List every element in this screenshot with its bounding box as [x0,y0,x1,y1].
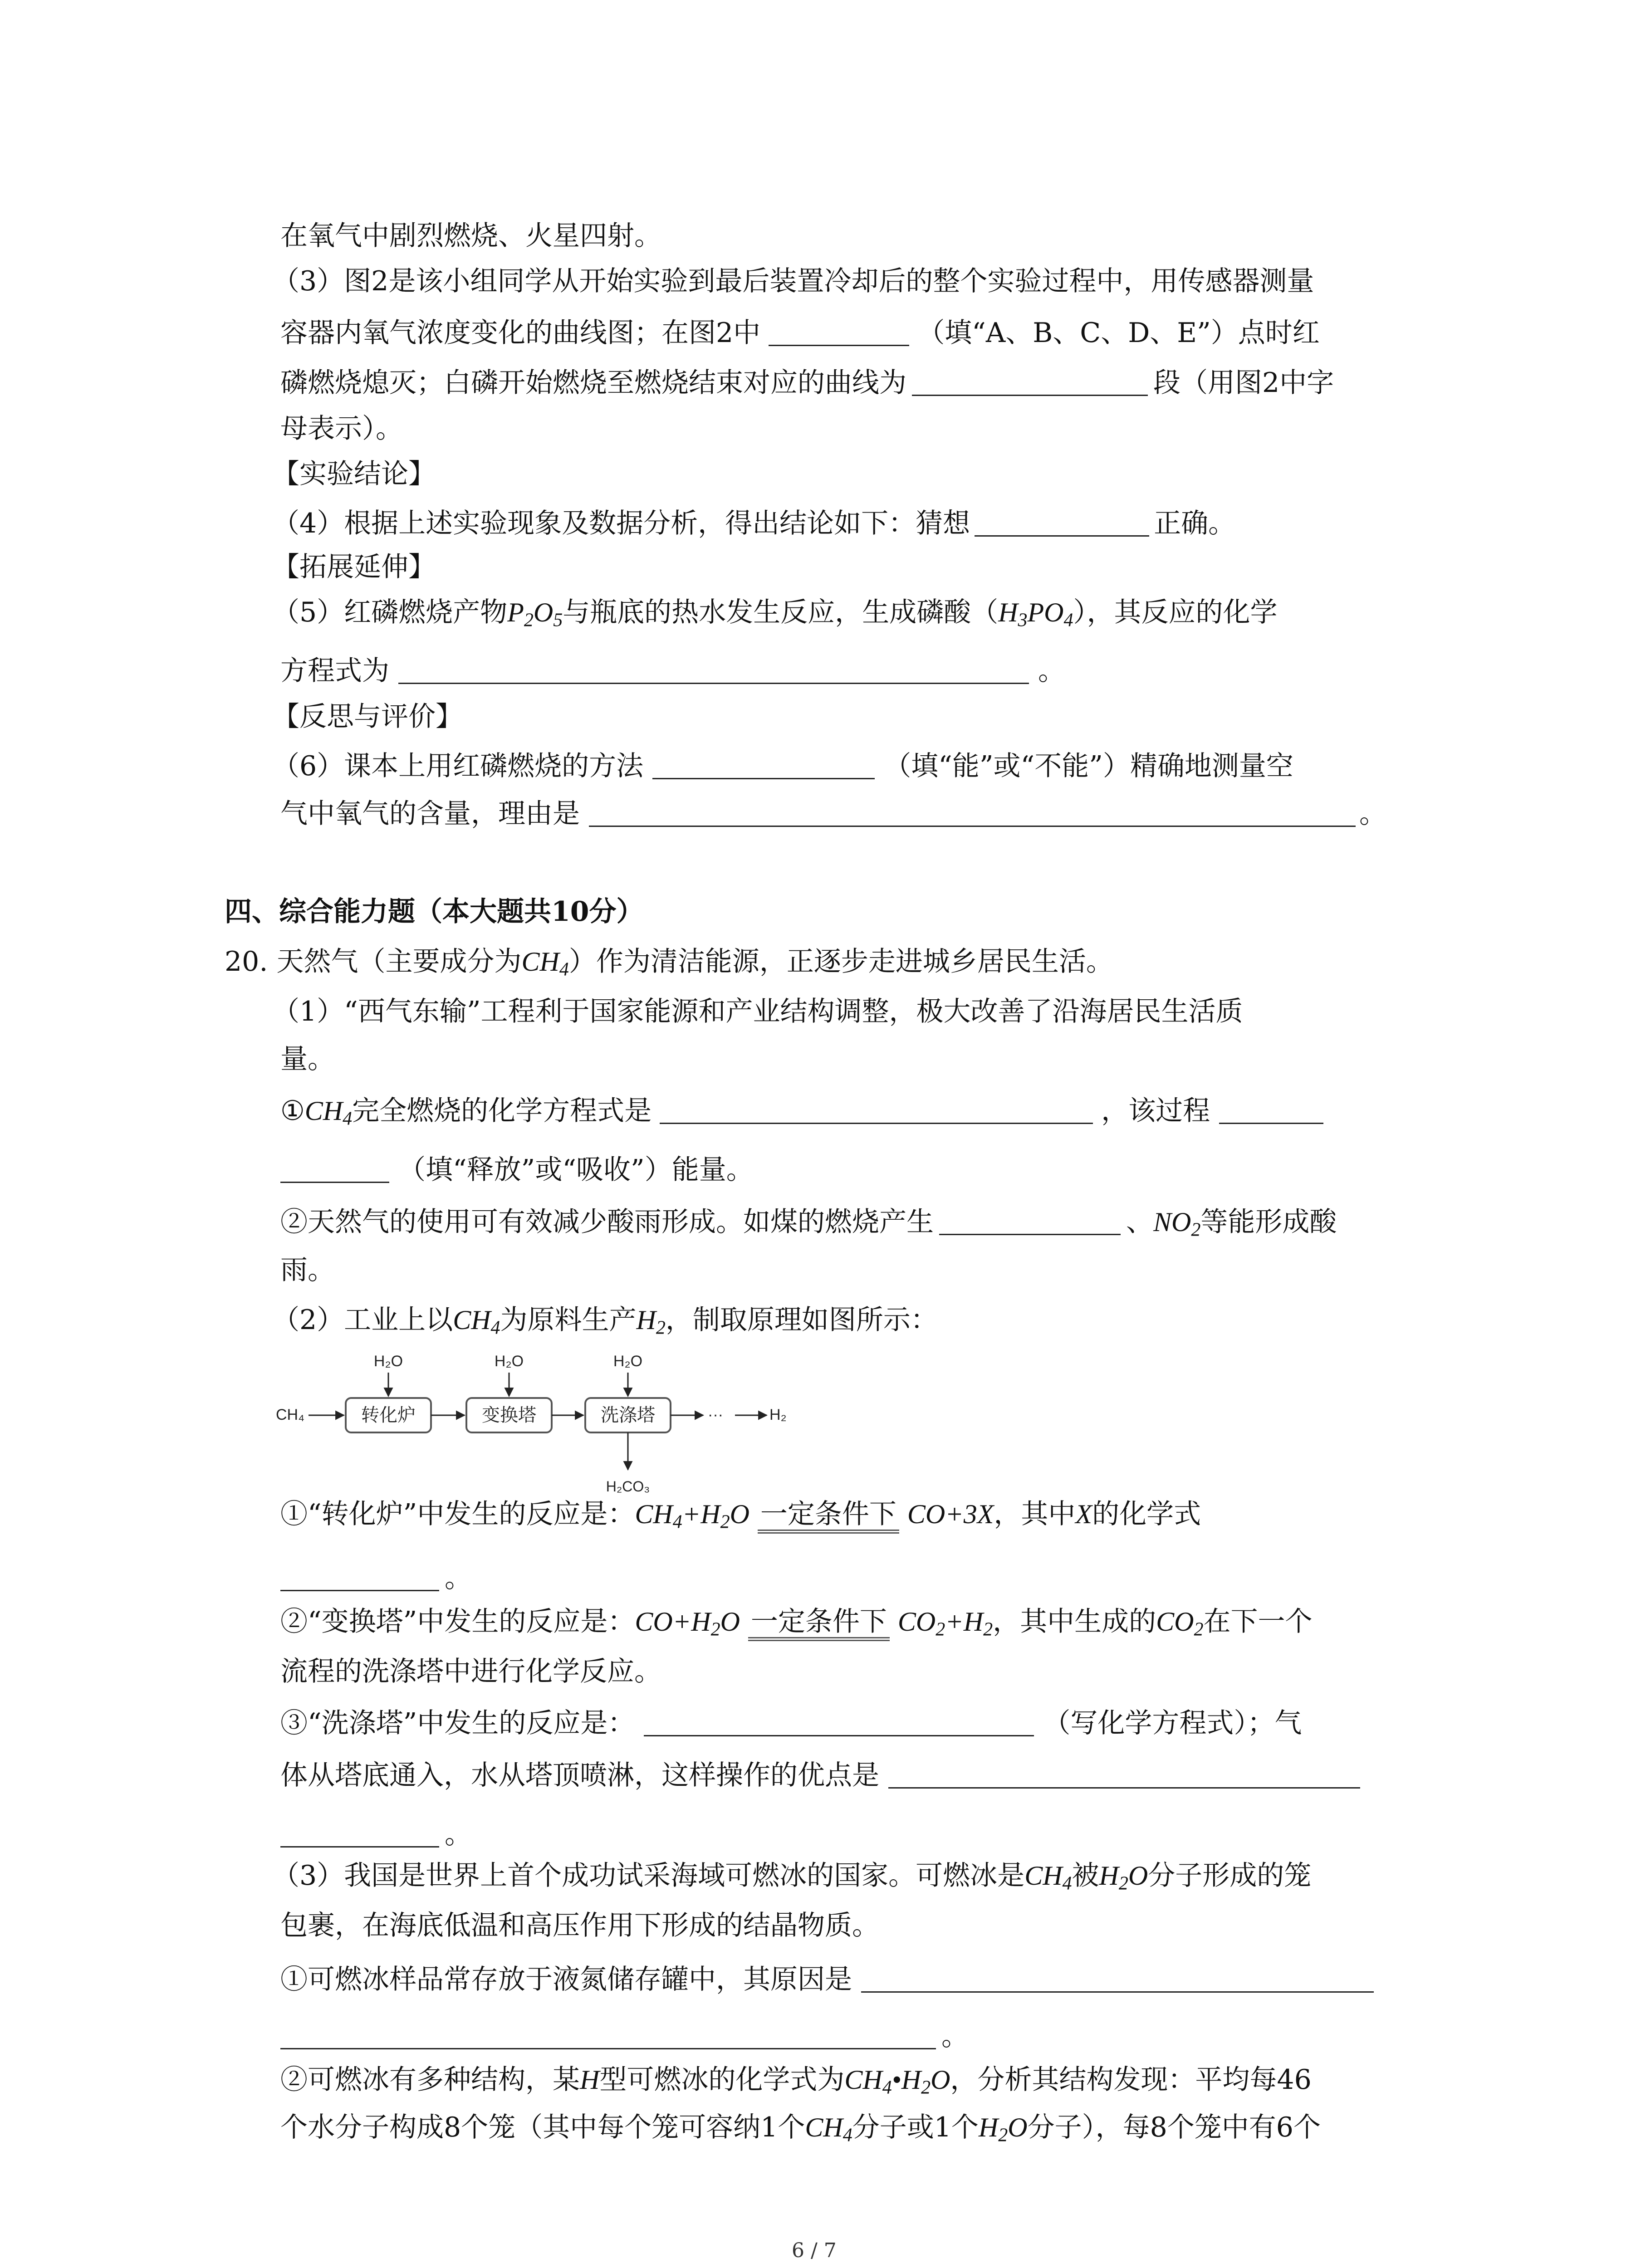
q20-line-12: 流程的洗涤塔中进行化学反应。 [280,1656,661,1687]
reaction-condition: 一定条件下 [748,1608,890,1641]
reactor-scrubber-label: 洗涤塔 [601,1405,655,1425]
flow-ellipsis: ··· [708,1406,723,1423]
section-heading: 四、综合能力题（本大题共10分） [225,896,644,928]
formula-h3po4: $H_3PO_4$ [998,597,1073,631]
reactor-converter-label: 转化炉 [361,1405,416,1425]
answer-blank-advantage-2[interactable] [280,1819,439,1848]
q20-line-2: （1）“西气东输”工程利于国家能源和产业结构调整，极大改善了沿海居民生活质 [272,996,1243,1027]
answer-blank-x-formula[interactable] [280,1563,439,1591]
q19-text: （5）红磷燃烧产物 [272,596,508,628]
formula-ch4: $CH_4$ [304,1096,353,1129]
reaction-condition: 一定条件下 [758,1501,899,1534]
q20-text: 分子或1个 [852,2112,979,2143]
q20-text: ①“转化炉”中发生的反应是： [280,1498,635,1530]
q20-text: 的化学式 [1092,1498,1201,1530]
q20-text: 体从塔底通入，水从塔顶喷淋，这样操作的优点是 [280,1760,879,1791]
answer-blank-segment[interactable] [912,367,1148,396]
reaction-shift: $CO+H_2O$ [635,1607,740,1640]
q20-text: ③“洗涤塔”中发生的反应是： [280,1707,635,1739]
q19-line-13 [280,798,1386,830]
formula-h2o: $H_2O$ [978,2112,1028,2146]
q19-text: （4）根据上述实验现象及数据分析，得出结论如下：猜想 [272,508,970,539]
formula-ch4: $CH_4$ [453,1305,500,1339]
q20-text: 分子），每8个笼中有6个 [1027,2112,1321,2143]
variable-x: X [1075,1499,1092,1529]
q19-text: 与瓶底的热水发生反应，生成磷酸（ [563,596,999,628]
q20-text: ②“变换塔”中发生的反应是： [280,1606,635,1637]
q19-text: 段（用图2中字 [1153,367,1334,399]
q20-text: ，该过程 [1101,1095,1210,1127]
formula-p2o5: $P_2O_5$ [507,597,563,631]
reactor-shift-label: 变换塔 [482,1405,536,1425]
q20-text: 分子形成的笼 [1148,1860,1312,1892]
answer-blank-combustion-equation[interactable] [660,1095,1093,1124]
q19-text: ），其反应的化学 [1073,596,1278,628]
q20-text: ① [280,1095,305,1127]
water-feed-1-label: H₂O [373,1353,403,1370]
q20-text: 等能形成酸 [1200,1206,1337,1238]
q19-text: 容器内氧气浓度变化的曲线图；在图2中 [280,317,761,349]
q20-text: ，其中生成的 [993,1606,1156,1637]
reaction-shift-products: $CO_2+H_2$ [897,1607,993,1640]
q19-line-2: （3）图2是该小组同学从开始实验到最后装置冷却后的整个实验过程中，用传感器测量 [272,265,1314,297]
q19-text: 正确。 [1154,508,1236,539]
formula-h2o: $H_2O$ [1099,1861,1148,1894]
formula-ch4: $CH_4$ [805,2112,852,2146]
q19-text: 磷燃烧熄灭；白磷开始燃烧至燃烧结束对应的曲线为 [280,367,906,399]
q20-line-3: 量。 [280,1043,335,1075]
q20-line-18 [280,1964,1374,1993]
formula-co2: $CO_2$ [1156,1607,1204,1640]
q20-text: （2）工业上以 [272,1304,453,1336]
variable-h: H [580,2065,600,2095]
q20-line-9 [280,1498,1201,1534]
q20-line-16 [272,1860,1312,1894]
flow-output-label: H₂ [769,1406,787,1423]
formula-no2: $NO_2$ [1153,1207,1201,1241]
q20-text: 。 [445,1562,472,1594]
process-flowchart [272,1347,798,1501]
q20-text: 。 [941,2020,969,2052]
q20-text: 在下一个 [1203,1606,1313,1637]
q19-text: 气中氧气的含量，理由是 [280,798,580,830]
byproduct-label: H₂CO₃ [606,1478,650,1495]
q19-text: （填“A、B、C、D、E”）点时红 [917,317,1320,349]
q20-line-8 [272,1304,938,1339]
q20-line-15 [280,1819,472,1848]
q19-line-5: 母表示）。 [280,413,403,445]
answer-blank-energy-2[interactable] [280,1154,389,1183]
q19-heading-reflection: 【反思与评价】 [272,701,463,733]
q20-line-17: 包裹，在海底低温和高压作用下形成的结晶物质。 [280,1910,879,1941]
answer-blank-storage-reason-2[interactable] [280,2021,936,2049]
q20-text: （写化学方程式）；气 [1043,1707,1302,1739]
q20-text: 为原料生产 [500,1304,637,1336]
q20-line-10 [280,1563,472,1592]
q20-text: 型可燃冰的化学式为 [599,2064,845,2096]
q20-text: 20. 天然气（主要成分为 [225,946,522,978]
answer-blank-point[interactable] [769,318,909,346]
water-feed-3-label: H₂O [613,1353,643,1370]
formula-ch4: $CH_4$ [1024,1861,1072,1894]
q19-text: 。 [1359,798,1386,830]
q20-text: （3）我国是世界上首个成功试采海域可燃冰的国家。可燃冰是 [272,1860,1025,1892]
q20-line-21 [280,2112,1321,2146]
q20-text: 、 [1126,1206,1153,1238]
q19-line-4 [280,367,1334,399]
q19-text: 方程式为 [280,655,389,687]
q20-line-13 [280,1708,1302,1737]
q20-text: 完全燃烧的化学方程式是 [352,1095,652,1127]
q20-text: ，分析其结构发现：平均每46 [950,2064,1312,2096]
q20-text: ②可燃冰有多种结构，某 [280,2064,580,2096]
q20-line-1 [225,946,1113,980]
q20-line-14 [280,1760,1360,1789]
q20-text: ， [994,1498,1021,1530]
q20-text: ②天然气的使用可有效减少酸雨形成。如煤的燃烧产生 [280,1206,934,1238]
q20-line-5 [280,1154,754,1186]
q19-text: （填“能”或“不能”）精确地测量空 [884,750,1293,782]
answer-blank-reason[interactable] [589,798,1356,827]
answer-blank-equation[interactable] [398,655,1029,684]
answer-blank-can-or-cannot[interactable] [652,751,875,779]
q19-line-12 [272,751,1293,780]
q20-line-20 [280,2064,1312,2098]
q19-line-10 [280,655,1065,687]
q20-text: （填“释放”或“吸收”）能量。 [398,1154,754,1186]
q19-line-3 [280,318,1320,347]
q20-line-11 [280,1608,1312,1641]
q20-text: 。 [445,1818,472,1850]
answer-blank-energy-1[interactable] [1219,1095,1323,1124]
q19-line-7 [272,508,1235,537]
answer-blank-advantage-1[interactable] [888,1760,1360,1789]
q19-line-1: 在氧气中剧烈燃烧、火星四射。 [280,220,661,252]
q20-line-7: 雨。 [280,1254,335,1286]
answer-blank-hypothesis[interactable] [975,508,1149,537]
water-feed-2-label: H₂O [494,1353,524,1370]
reaction-converter-products: CO+3X [907,1499,994,1529]
q19-heading-conclusion: 【实验结论】 [272,458,436,490]
formula-h2: $H_2$ [636,1305,666,1339]
q19-heading-extension: 【拓展延伸】 [272,551,436,583]
page-number: 6 / 7 [792,2239,837,2262]
q20-line-4 [280,1095,1323,1129]
flow-input-label: CH₄ [276,1406,304,1423]
q20-text: ①可燃冰样品常存放于液氮储存罐中，其原因是 [280,1964,852,1995]
formula-hydrate: $CH_4•H_2O$ [844,2065,950,2098]
q20-text: 其中 [1021,1498,1076,1530]
q20-text: ）作为清洁能源，正逐步走进城乡居民生活。 [568,946,1113,978]
formula-ch4: $CH_4$ [521,947,569,980]
q20-text: 个水分子构成8个笼（其中每个笼可容纳1个 [280,2112,805,2143]
q19-text: 。 [1038,655,1065,687]
q19-line-9 [272,596,1278,631]
q20-text: 被 [1072,1860,1099,1892]
q20-text: ，制取原理如图所示： [665,1304,938,1336]
q20-line-6 [280,1206,1337,1241]
q20-line-19 [280,2021,969,2050]
answer-blank-storage-reason-1[interactable] [861,1964,1374,1993]
answer-blank-scrubber-equation[interactable] [644,1708,1034,1736]
q19-text: （6）课本上用红磷燃烧的方法 [272,750,644,782]
reaction-converter: $CH_4+H_2O$ [635,1499,749,1533]
answer-blank-acid-gas[interactable] [939,1207,1121,1235]
